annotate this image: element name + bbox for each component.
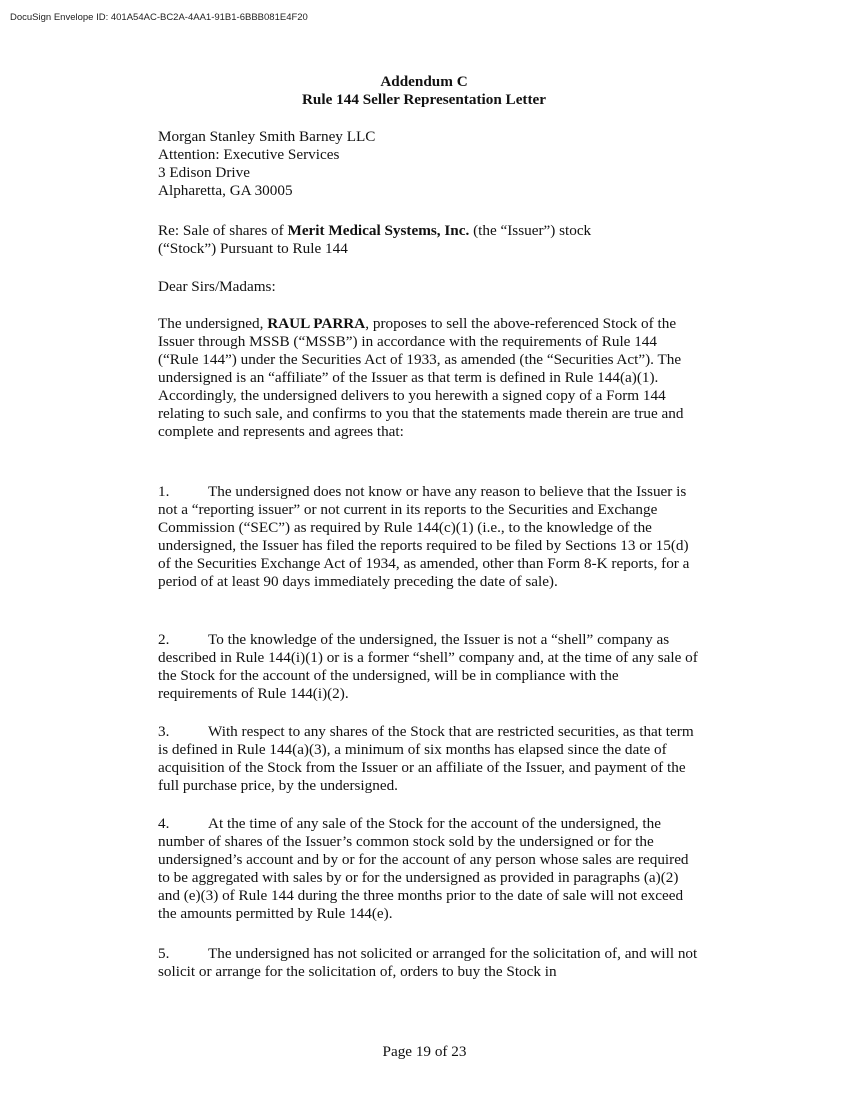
seller-name: RAUL PARRA [267,315,366,332]
item-text: With respect to any shares of the Stock that are restricted securities, as that term is defined in Rule 144(a)(3), a minimum of six months has elapsed since the date of acquisition of the Stock from the Issuer or an affiliate of the Issuer, and payment of the full purchase price, by the undersigned. [158,723,694,794]
item-number: 3. [158,723,170,740]
address-line: 3 Edison Drive [158,164,250,181]
issuer-name: Merit Medical Systems, Inc. [287,222,470,239]
recipient-address [158,128,698,200]
address-line: Alpharetta, GA 30005 [158,182,293,199]
representation-item [158,723,698,795]
document-title: Addendum C [380,73,468,90]
item-number: 4. [158,815,170,832]
item-text: To the knowledge of the undersigned, the Issuer is not a “shell” company as described in Rule 144(i)(1) or is a former “shell” company and, at the time of any sale of the Stock for the account of the undersigned, will be in compliance with the requirements of Rule 144(i)(2). [158,631,698,702]
salutation: Dear Sirs/Madams: [158,278,276,295]
item-number: 2. [158,631,170,648]
subject-line [158,222,643,258]
document-subtitle: Rule 144 Seller Representation Letter [301,91,547,108]
item-text: The undersigned does not know or have any reason to believe that the Issuer is not a “reporting issuer” or not current in its reports to the Securities and Exchange Commission (“SEC”) as required by Rule 144(c)(1) (i.e., to the knowledge of the undersigned, the Issuer has filed the reports required to be filed by Sections 13 or 15(d) of the Securities Exchange Act of 1934, as amended, other than Form 8-K reports, for a period of at least 90 days immediately preceding the date of sale). [158,483,690,590]
representation-item [158,483,698,591]
subject-prefix: Re: Sale of shares of [158,222,288,239]
page-number: Page 19 of 23 [382,1043,467,1060]
item-text: At the time of any sale of the Stock for the account of the undersigned, the number of shares of the Issuer’s common stock sold by the undersigned or for the undersigned’s account and by or for the account of any person whose sales are required to be aggregated with sales by or for the undersigned as provided in paragraphs (a)(2) and (e)(3) of Rule 144 during the three months prior to the date of sale will not exceed the amounts permitted by Rule 144(e). [158,815,689,922]
address-line: Morgan Stanley Smith Barney LLC [158,128,376,145]
representation-item [158,631,698,703]
subject-suffix: (the “Issuer”) stock (“Stock”) Pursuant to Rule 144 [158,222,592,257]
intro-prefix: The undersigned, [158,315,268,332]
representation-item [158,945,698,981]
envelope-id: DocuSign Envelope ID: 401A54AC-BC2A-4AA1-91B1-6BBB081E4F20 [10,12,308,23]
item-text: The undersigned has not solicited or arranged for the solicitation of, and will not solicit or arrange for the solicitation of, orders to buy the Stock in [158,945,698,980]
item-number: 5. [158,945,170,962]
representation-item [158,815,698,923]
item-number: 1. [158,483,170,500]
intro-paragraph [158,315,698,441]
address-line: Attention: Executive Services [158,146,340,163]
intro-text: , proposes to sell the above-referenced Stock of the Issuer through MSSB (“MSSB”) in accordance with the requirements of Rule 144 (“Rule 144”) under the Securities Act of 1933, as amended (the “Securities Act”). The undersigned is an “affiliate” of the Issuer as that term is defined in Rule 144(a)(1). Accordingly, the undersigned delivers to you herewith a signed copy of a Form 144 relating to such sale, and confirms to you that the statements made therein are true and complete and represents and agrees that: [158,315,684,440]
